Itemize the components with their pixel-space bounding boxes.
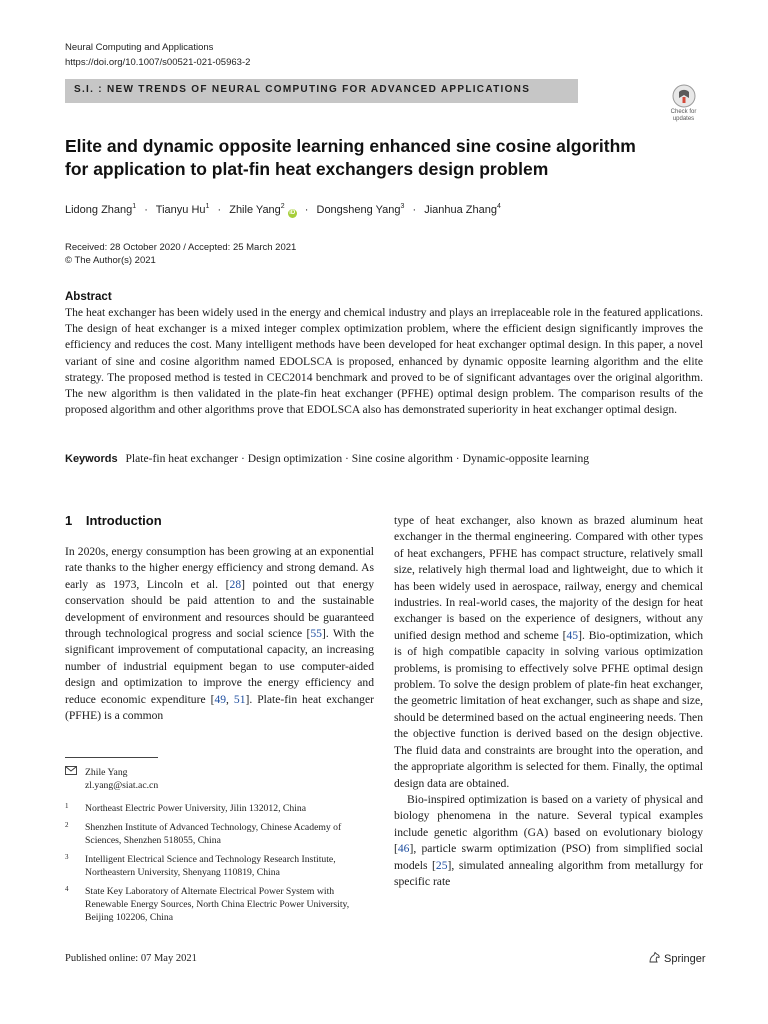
check-updates-label: Check for updates bbox=[670, 109, 697, 122]
affiliation-text: Shenzhen Institute of Advanced Technology, Chinese Academy of Sciences, Shenzhen 518055, China bbox=[85, 822, 342, 846]
copyright-notice: © The Author(s) 2021 bbox=[65, 255, 156, 266]
section-number: 1 bbox=[65, 513, 73, 528]
section-title: Introduction bbox=[85, 513, 162, 528]
publisher-name: Springer bbox=[664, 953, 706, 965]
author-affiliation-marker: 4 bbox=[496, 203, 501, 210]
envelope-icon bbox=[65, 766, 85, 779]
springer-logo bbox=[648, 951, 706, 965]
affiliation-item bbox=[65, 853, 375, 879]
published-online-date: Published online: 07 May 2021 bbox=[65, 953, 197, 964]
keywords-text: Plate-fin heat exchanger · Design optimization · Sine cosine algorithm · Dynamic-opposite learning bbox=[125, 452, 590, 465]
title-line: Elite and dynamic opposite learning enhanced sine cosine algorithm bbox=[65, 136, 636, 156]
paragraph: Bio-inspired optimization is based on a variety of physical and biology phenomena in the nature. Several typical examples include genetic algorithm (GA) based on evolutionary biology [46], particle swarm optimization (PSO) from simplified social models [25], simulated annealing algorithm from metallurgy for specific rate bbox=[394, 792, 703, 888]
paragraph: In 2020s, energy consumption has been growing at an exponential rate thanks to the higher energy efficiency and strong demand. As early as 1973, Lincoln et al. [28] pointed out that energy conservation should be paid attention to and the sustainable development of environment and resources should be guaranteed through technological progress and social science [55]. With the significant improvement of computational capacity, an increasing number of industrial equipment began to use computer-aided design and optimization to improve the energy efficiency and reduce economic expenditure [49, 51]. Plate-fin heat exchanger (PFHE) is a common bbox=[65, 545, 375, 723]
springer-horse-icon bbox=[648, 951, 661, 964]
check-for-updates-button[interactable] bbox=[665, 84, 702, 124]
author-affiliation-marker: 3 bbox=[400, 203, 405, 210]
journal-header bbox=[65, 40, 250, 70]
paragraph: type of heat exchanger, also known as brazed aluminum heat exchanger in the thermal engineering. Compared with other types of heat exchangers, PFHE has compact structure, relatively small size, relatively high thermal load and lightweight, due to which it has been widely used in aerospace, railway, energy and chemical industries. In real-world cases, the majority of the design for heat exchanger is based on the experience of designers, without any unified design method and scheme [45]. Bio-optimization, which is of high compatible capacity in solving various optimization problems, is promising to effectively solve PFHE optimal design problem. To solve the design problem of plate-fin heat exchanger, the geometric limitation of heat exchanger, such as shape and size, should be determined based on the actual engineering needs. Then the objective function is derived based on the design objective. The fluid data and constraints are brought into the operation, and the appropriate algorithm is selected for them. Finally, the optimal design data are obtained. bbox=[394, 514, 703, 790]
affiliation-number: 2 bbox=[65, 821, 69, 829]
article-title bbox=[65, 135, 705, 181]
title-line: for application to plat-fin heat exchangers design problem bbox=[65, 159, 549, 179]
received-accepted-dates: Received: 28 October 2020 / Accepted: 25 March 2021 bbox=[65, 242, 297, 253]
left-column bbox=[65, 544, 374, 724]
author-separator: · bbox=[144, 204, 148, 216]
author-affiliation-marker: 1 bbox=[132, 203, 137, 210]
check-for-updates-icon bbox=[672, 84, 696, 108]
citation-link[interactable]: 55 bbox=[310, 627, 322, 641]
author-separator: · bbox=[304, 204, 309, 216]
special-issue-label: S.I. : NEW TRENDS OF NEURAL COMPUTING FOR ADVANCED APPLICATIONS bbox=[74, 84, 531, 95]
affiliation-number: 3 bbox=[65, 853, 69, 861]
correspondence bbox=[65, 766, 158, 792]
author-affiliation-marker: 2 bbox=[280, 203, 285, 210]
author-list bbox=[65, 203, 501, 218]
author-name[interactable]: Dongsheng Yang bbox=[316, 204, 401, 216]
citation-link[interactable]: 45 bbox=[566, 628, 579, 642]
abstract-body: The heat exchanger has been widely used in the energy and chemical industry and plays an irreplaceable role in the featured applications. The design of heat exchanger is a mixed integer complex optimization problem, where the efficient design significantly improves the efficiency and reduces the cost. Many intelligent methods have been developed for heat exchanger optimal design. In this paper, a novel variant of sine and cosine algorithm named EDOLSCA is proposed, enhanced by dynamic opposite learning algorithm and the elite strategy. The proposed method is tested in CEC2014 benchmark and proved to be of significant advantages over the original algorithm. The new algorithm is then validated in the plate-fin heat exchanger (PFHE) optimal design problem. The comparison results of the proposed algorithm and other algorithms prove that EDOLSCA also has demonstrated superiority in heat exchanger optimal design. bbox=[65, 306, 703, 417]
affiliation-item bbox=[65, 802, 375, 815]
affiliation-item bbox=[65, 821, 375, 847]
affiliation-number: 4 bbox=[65, 885, 69, 893]
affiliation-text: Intelligent Electrical Science and Technology Research Institute, Northeastern University, Shenyang 110819, China bbox=[85, 854, 336, 878]
right-column bbox=[394, 513, 703, 890]
special-issue-bar bbox=[65, 79, 578, 103]
abstract-heading: Abstract bbox=[65, 291, 112, 303]
author-name[interactable]: Zhile Yang bbox=[229, 204, 281, 216]
author-separator: · bbox=[412, 204, 417, 216]
citation-link[interactable]: 25 bbox=[435, 858, 448, 872]
publication-dates bbox=[65, 241, 296, 267]
author-name[interactable]: Jianhua Zhang bbox=[424, 204, 497, 216]
correspondence-email[interactable]: zl.yang@siat.ac.cn bbox=[85, 780, 159, 791]
correspondence-name: Zhile Yang bbox=[85, 767, 128, 778]
affiliation-number: 1 bbox=[65, 802, 69, 810]
citation-link[interactable]: 46 bbox=[397, 842, 410, 856]
citation-link[interactable]: 51 bbox=[233, 692, 246, 706]
author-name[interactable]: Lidong Zhang bbox=[65, 204, 133, 216]
orcid-icon[interactable]: iD bbox=[289, 210, 296, 216]
footnote-divider bbox=[65, 757, 158, 758]
affiliation-item bbox=[65, 885, 375, 924]
section-heading-introduction bbox=[65, 513, 162, 528]
citation-link[interactable]: 28 bbox=[229, 577, 242, 591]
journal-name: Neural Computing and Applications bbox=[65, 42, 214, 53]
author-name[interactable]: Tianyu Hu bbox=[155, 204, 206, 216]
author-separator: · bbox=[217, 204, 222, 216]
keywords-label: Keywords bbox=[65, 453, 118, 465]
affiliation-text: State Key Laboratory of Alternate Electrical Power System with Renewable Energy Sources, North China Electric Power University, Beijing 102206, China bbox=[85, 886, 350, 923]
doi-link[interactable]: https://doi.org/10.1007/s00521-021-05963-2 bbox=[65, 57, 251, 68]
citation-link[interactable]: 49 bbox=[214, 692, 227, 706]
author-affiliation-marker: 1 bbox=[205, 203, 210, 210]
affiliation-text: Northeast Electric Power University, Jilin 132012, China bbox=[85, 803, 307, 814]
keywords bbox=[65, 452, 589, 465]
affiliations bbox=[65, 802, 375, 930]
